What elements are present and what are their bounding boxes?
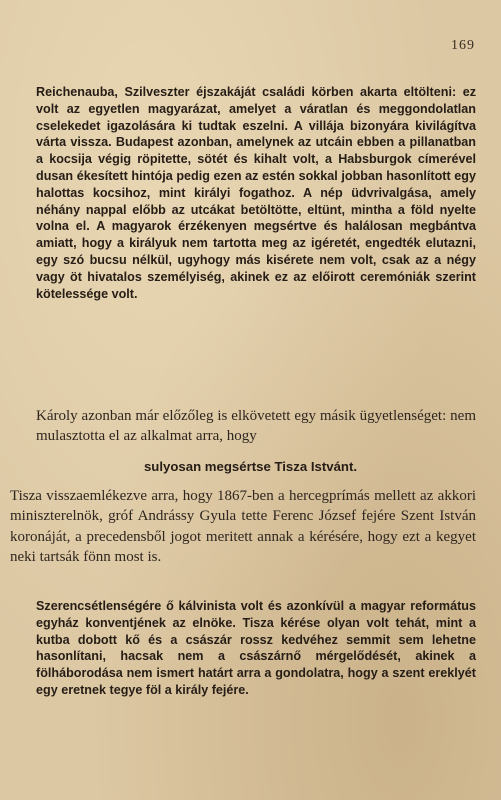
page-number: 169 [451,38,475,53]
paragraph-4: Szerencsétlenségére ő kálvinista volt és azonkívül a magyar református egyház konventjének az elnöke. Tisza kérése olyan volt tehát, mint a kutba dobott kő és a császár rossz kedvéhez semmit sem lehetne hasonlítani, hacsak nem a császárnő mérgelődését, akinek a fölháborodása nem ismert határt arra a gondolatra, hogy a szent ereklyét egy eretnek tegye föl a király fejére. [36,599,476,697]
paragraph-1: Reichenauba, Szilveszter éjszakáját családi körben akarta eltölteni: ez volt az egyetlen magyarázat, amelyet a váratlan és meggondolatlan cselekedet igazolására ki tudtak eszelni. A villája bizonyára kivilágítva várta vissza. Budapest azonban, amelynek az utcáin ebben a pillanatban a kocsija végig röpitette, sötét és kihalt volt, a Habsburgok címerével dusan ékesített hintója pedig ezen az estén sokkal jobban hasonlított egy halottas kocsihoz, mint királyi fogathoz. A nép üdvrivalgása, amely néhány nappal előbb az utcákat betöltötte, eltünt, mintha a föld nyelte volna el. A magyarok érzékenyen megsértve és halálosan megbántva amiatt, hogy a királyuk nem tartotta meg az igéretét, engedték elutazni, egy szó bucsu nélkül, ugyhogy más kisérete nem volt, csak az a négy vagy öt hivatalos személyiség, akinek ez az előirott ceremóniák szerint kötelessége volt. [36,85,476,301]
paragraph-2: Károly azonban már előzőleg is elkövetett egy másik ügyetlenséget: nem mulasztotta el az alkalmat arra, hogy [36,408,476,445]
paragraph-3: Tisza visszaemlékezve arra, hogy 1867-ben a hercegprímás mellett az akkori miniszterelnök, gróf Andrássy Gyula tette Ferenc József fejére Szent István koronáját, a precedensből jogot meritett annak a kérésére, hogy ezt a kegyet neki tartsák fönn most is. [10,488,476,565]
centered-heading-line: sulyosan megsértse Tisza Istvánt. [143,459,358,474]
